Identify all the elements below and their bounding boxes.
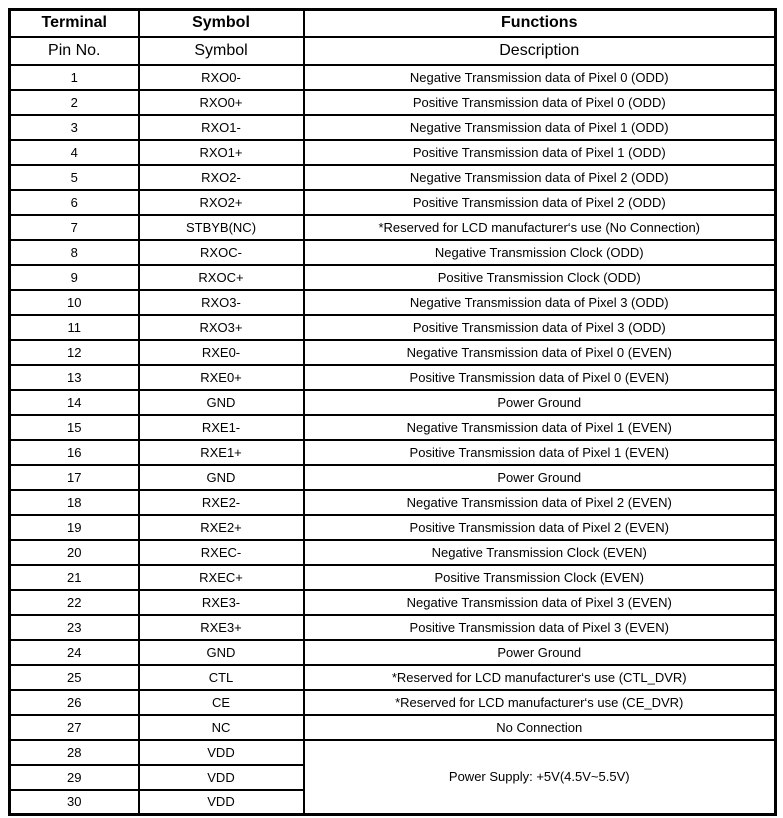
table-row [10,140,776,165]
symbol-cell: RXE0+ [139,365,304,390]
header-symbol: Symbol [139,10,304,37]
table-row [10,190,776,215]
description-cell: Negative Transmission data of Pixel 1 (EVEN) [304,415,776,440]
symbol-cell: VDD [139,765,304,790]
description-cell: Positive Transmission data of Pixel 0 (ODD) [304,90,776,115]
description-cell: Positive Transmission data of Pixel 1 (ODD) [304,140,776,165]
symbol-cell: VDD [139,740,304,765]
pin-cell: 12 [10,340,139,365]
description-cell: Negative Transmission data of Pixel 2 (ODD) [304,165,776,190]
pin-cell: 2 [10,90,139,115]
table-row [10,640,776,665]
symbol-cell: RXE1+ [139,440,304,465]
table-subheader-row [10,37,776,65]
pin-cell: 27 [10,715,139,740]
symbol-cell: RXO3- [139,290,304,315]
symbol-cell: RXEC- [139,540,304,565]
description-cell: Positive Transmission data of Pixel 3 (ODD) [304,315,776,340]
subheader-symbol: Symbol [139,37,304,65]
pin-cell: 23 [10,615,139,640]
symbol-cell: RXO0+ [139,90,304,115]
description-cell: Negative Transmission data of Pixel 0 (EVEN) [304,340,776,365]
table-row [10,365,776,390]
description-cell: Positive Transmission Clock (EVEN) [304,565,776,590]
symbol-cell: CTL [139,665,304,690]
symbol-cell: RXO2- [139,165,304,190]
pin-cell: 22 [10,590,139,615]
symbol-cell: RXO2+ [139,190,304,215]
symbol-cell: RXO3+ [139,315,304,340]
table-row-power [10,740,776,765]
header-functions: Functions [304,10,776,37]
pin-cell: 11 [10,315,139,340]
symbol-cell: RXE3+ [139,615,304,640]
pin-cell: 10 [10,290,139,315]
table-row [10,115,776,140]
pin-assignment-table [8,8,777,816]
subheader-pin-no: Pin No. [10,37,139,65]
pin-cell: 9 [10,265,139,290]
description-cell: Positive Transmission data of Pixel 1 (EVEN) [304,440,776,465]
header-terminal: Terminal [10,10,139,37]
symbol-cell: RXE3- [139,590,304,615]
symbol-cell: RXE2+ [139,515,304,540]
symbol-cell: GND [139,390,304,415]
description-cell: Negative Transmission Clock (EVEN) [304,540,776,565]
table-row [10,165,776,190]
table-row [10,615,776,640]
pin-cell: 7 [10,215,139,240]
symbol-cell: RXO1- [139,115,304,140]
description-cell: Positive Transmission data of Pixel 0 (EVEN) [304,365,776,390]
description-cell: *Reserved for LCD manufacturer‘s use (CTL_DVR) [304,665,776,690]
description-cell: Power Ground [304,640,776,665]
symbol-cell: RXEC+ [139,565,304,590]
description-cell: Negative Transmission Clock (ODD) [304,240,776,265]
pin-cell: 19 [10,515,139,540]
table-row [10,265,776,290]
table-row [10,340,776,365]
table-row [10,515,776,540]
symbol-cell: NC [139,715,304,740]
pin-cell: 13 [10,365,139,390]
symbol-cell: STBYB(NC) [139,215,304,240]
description-cell: *Reserved for LCD manufacturer‘s use (No Connection) [304,215,776,240]
table-row [10,690,776,715]
table-row [10,90,776,115]
pin-cell: 25 [10,665,139,690]
pin-cell: 5 [10,165,139,190]
table-row [10,415,776,440]
symbol-cell: VDD [139,790,304,815]
table-row [10,490,776,515]
table-row [10,215,776,240]
pin-cell: 14 [10,390,139,415]
description-cell: Positive Transmission data of Pixel 3 (EVEN) [304,615,776,640]
table-header-row [10,10,776,37]
pin-cell: 1 [10,65,139,90]
symbol-cell: RXOC- [139,240,304,265]
table-row [10,590,776,615]
description-cell: Positive Transmission data of Pixel 2 (EVEN) [304,515,776,540]
subheader-description: Description [304,37,776,65]
pin-cell: 24 [10,640,139,665]
symbol-cell: GND [139,640,304,665]
table-row [10,465,776,490]
description-cell: *Reserved for LCD manufacturer‘s use (CE_DVR) [304,690,776,715]
symbol-cell: RXO0- [139,65,304,90]
pin-cell: 21 [10,565,139,590]
pin-cell: 30 [10,790,139,815]
pin-cell: 15 [10,415,139,440]
pin-cell: 16 [10,440,139,465]
description-cell: Positive Transmission Clock (ODD) [304,265,776,290]
table-row [10,540,776,565]
pin-cell: 29 [10,765,139,790]
table-row [10,315,776,340]
pin-cell: 18 [10,490,139,515]
table-row [10,565,776,590]
description-cell: Negative Transmission data of Pixel 3 (ODD) [304,290,776,315]
symbol-cell: RXE2- [139,490,304,515]
symbol-cell: RXOC+ [139,265,304,290]
description-cell: Negative Transmission data of Pixel 3 (EVEN) [304,590,776,615]
pin-cell: 6 [10,190,139,215]
description-cell: Power Ground [304,465,776,490]
symbol-cell: RXO1+ [139,140,304,165]
table-row [10,390,776,415]
pin-table-body [10,10,776,815]
pin-cell: 17 [10,465,139,490]
symbol-cell: CE [139,690,304,715]
description-cell: Negative Transmission data of Pixel 1 (ODD) [304,115,776,140]
pin-cell: 3 [10,115,139,140]
table-row [10,715,776,740]
symbol-cell: RXE0- [139,340,304,365]
table-row [10,65,776,90]
symbol-cell: GND [139,465,304,490]
power-supply-description-cell: Power Supply: +5V(4.5V~5.5V) [304,740,776,815]
pin-cell: 4 [10,140,139,165]
pin-assignment-section [8,8,777,816]
pin-cell: 26 [10,690,139,715]
pin-cell: 28 [10,740,139,765]
description-cell: Negative Transmission data of Pixel 0 (ODD) [304,65,776,90]
description-cell: Positive Transmission data of Pixel 2 (ODD) [304,190,776,215]
description-cell: No Connection [304,715,776,740]
description-cell: Negative Transmission data of Pixel 2 (EVEN) [304,490,776,515]
table-row [10,665,776,690]
pin-cell: 8 [10,240,139,265]
table-row [10,290,776,315]
pin-cell: 20 [10,540,139,565]
table-row [10,440,776,465]
description-cell: Power Ground [304,390,776,415]
table-row [10,240,776,265]
symbol-cell: RXE1- [139,415,304,440]
